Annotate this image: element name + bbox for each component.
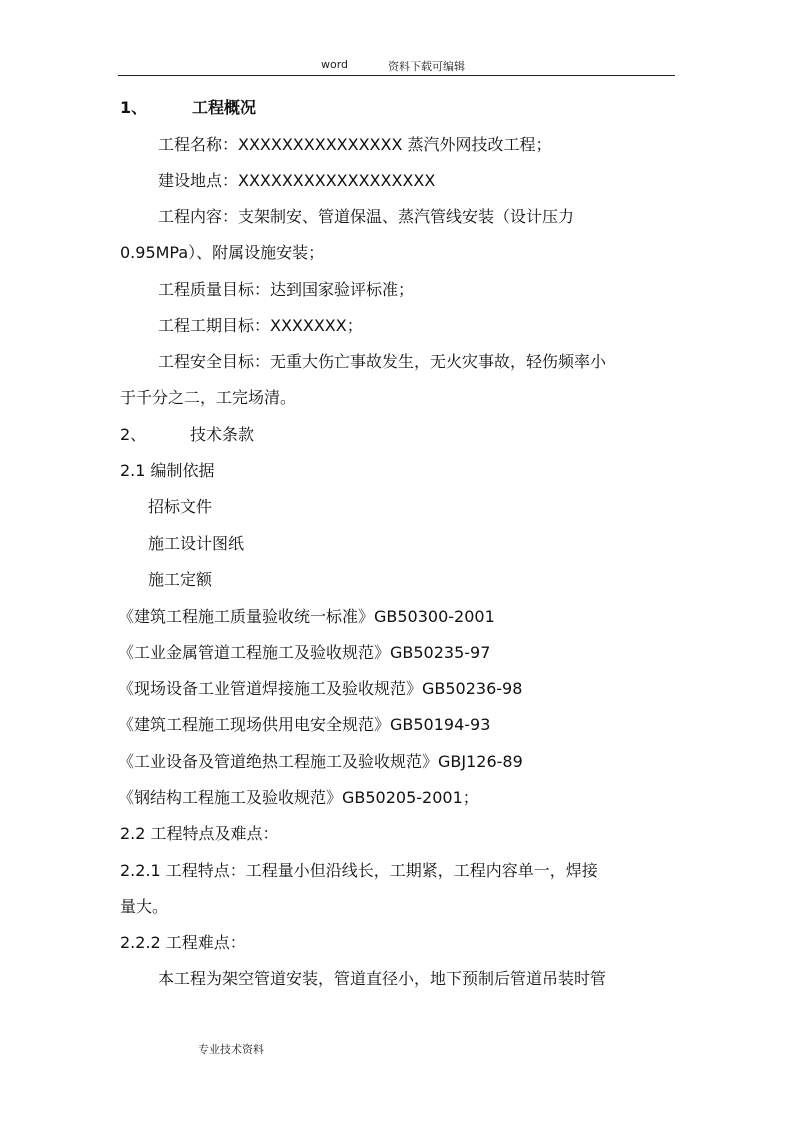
project-site: 建设地点：XXXXXXXXXXXXXXXXXX <box>158 171 436 190</box>
feature-line2: 量大。 <box>120 897 169 916</box>
basis-item: 施工设计图纸 <box>148 534 245 553</box>
safety-target-line1: 工程安全目标：无重大伤亡事故发生，无火灾事故，轻伤频率小 <box>158 352 607 371</box>
section-1-title: 工程概况 <box>192 98 257 117</box>
basis-item: 招标文件 <box>148 497 213 516</box>
project-content-text: 工程内容：支架制安、管道保温、蒸汽管线安装（设计压力 <box>158 207 575 226</box>
period-target: 工程工期目标：XXXXXXX； <box>158 316 363 335</box>
features-heading: 2.2 工程特点及难点： <box>120 824 279 843</box>
basis-item: 施工定额 <box>148 570 213 589</box>
header-subtitle: 资料下载可编辑 <box>388 60 465 73</box>
standard-item: 《建筑工程施工质量验收统一标准》GB50300-2001 <box>118 607 495 626</box>
header-word: word <box>321 58 349 71</box>
basis-heading: 2.1 编制依据 <box>120 461 215 480</box>
standard-item: 《工业设备及管道绝热工程施工及验收规范》GBJ126-89 <box>118 752 523 771</box>
page-header <box>118 56 675 76</box>
section-2-number: 2、 <box>120 425 147 444</box>
page-footer: 专业技术资料 <box>198 1043 264 1056</box>
standard-item: 《工业金属管道工程施工及验收规范》GB50235-97 <box>118 643 491 662</box>
quality-target: 工程质量目标：达到国家验评标准； <box>158 280 415 299</box>
feature-line1 <box>120 861 666 881</box>
section-1-number: 1、 <box>120 98 148 117</box>
feature-text: 2.2.1 工程特点：工程量小但沿线长，工期紧，工程内容单一，焊接 <box>120 861 598 880</box>
difficulty-heading: 2.2.2 工程难点： <box>120 933 246 952</box>
standard-item: 《建筑工程施工现场供用电安全规范》GB50194-93 <box>118 715 491 734</box>
standard-item: 《现场设备工业管道焊接施工及验收规范》GB50236-98 <box>118 679 523 698</box>
project-name: 工程名称：XXXXXXXXXXXXXXX 蒸汽外网技改工程； <box>158 135 552 154</box>
difficulty-text: 本工程为架空管道安装，管道直径小，地下预制后管道吊装时管 <box>158 969 607 988</box>
section-2-title: 技术条款 <box>190 425 255 444</box>
project-content-line1 <box>158 207 670 227</box>
standard-item: 《钢结构工程施工及验收规范》GB50205-2001； <box>118 788 479 807</box>
safety-target-line2: 于千分之二，工完场清。 <box>120 388 297 407</box>
project-content-line2: 0.95MPa）、附属设施安装； <box>120 243 325 262</box>
